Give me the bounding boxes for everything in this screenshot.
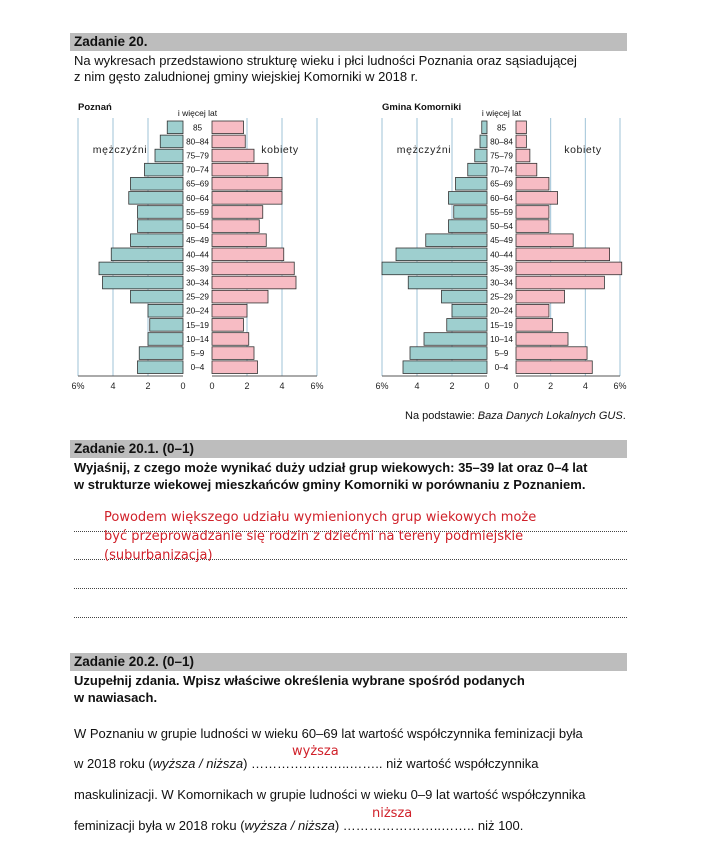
answer-text-line-3[interactable]: (suburbanizacja) xyxy=(104,548,213,563)
age-label: 35–39 xyxy=(186,264,209,274)
age-label: 60–64 xyxy=(490,193,513,203)
tick-label: 0 xyxy=(180,381,186,391)
age-label: 50–54 xyxy=(490,222,513,232)
bar-men-85 xyxy=(167,121,183,134)
bar-women-65-69 xyxy=(212,177,282,190)
task-20-1-heading: Zadanie 20.1. (0–1) xyxy=(70,440,627,458)
age-label: 75–79 xyxy=(490,151,513,161)
bar-men-35-39 xyxy=(99,262,183,275)
bar-women-45-49 xyxy=(212,234,266,247)
bar-men-80-84 xyxy=(160,135,183,148)
bar-men-85 xyxy=(482,121,487,134)
bar-men-20-24 xyxy=(452,304,487,317)
men-label: mężczyźni xyxy=(396,144,452,156)
bar-women-0-4 xyxy=(212,361,258,374)
task-20-1-question-line-2: w strukturze wiekowej mieszkańców gminy Komorniki w porównaniu z Poznaniem. xyxy=(74,477,586,492)
age-label: 30–34 xyxy=(490,278,513,288)
bar-women-40-44 xyxy=(212,248,284,261)
bar-men-5-9 xyxy=(410,347,487,360)
bar-men-20-24 xyxy=(148,304,183,317)
tick-label: 6% xyxy=(613,381,627,391)
bar-women-60-64 xyxy=(212,192,282,205)
tick-label: 2 xyxy=(449,381,455,391)
bar-men-35-39 xyxy=(382,262,487,275)
options-2: wyższa / niższa xyxy=(244,818,335,833)
tick-label: 4 xyxy=(110,381,116,391)
bar-men-50-54 xyxy=(138,220,184,233)
bar-women-15-19 xyxy=(516,319,552,332)
gap-answer-1[interactable]: wyższa xyxy=(292,744,339,759)
bar-women-25-29 xyxy=(212,290,268,303)
tick-label: 2 xyxy=(244,381,250,391)
sentence-line-4 xyxy=(74,817,523,834)
bar-women-10-14 xyxy=(516,333,568,346)
bar-men-15-19 xyxy=(150,319,183,332)
age-label: 15–19 xyxy=(490,320,513,330)
pyramid-poznan xyxy=(71,102,323,391)
task-20-1-question-line-1: Wyjaśnij, z czego może wynikać duży udział grup wiekowych: 35–39 lat oraz 0–4 lat xyxy=(74,460,588,475)
age-label: 20–24 xyxy=(186,306,209,316)
tick-label: 2 xyxy=(548,381,554,391)
bar-women-20-24 xyxy=(212,304,247,317)
task-20-heading: Zadanie 20. xyxy=(70,33,627,51)
bar-men-25-29 xyxy=(442,290,488,303)
age-label: 25–29 xyxy=(490,292,513,302)
age-label: 45–49 xyxy=(186,236,209,246)
source-name: Baza Danych Lokalnych GUS xyxy=(477,410,623,422)
options-1: wyższa / niższa xyxy=(152,756,244,771)
bar-women-5-9 xyxy=(516,347,587,360)
task-20-2-instruction-line-1: Uzupełnij zdania. Wpisz właściwe określenia wybrane spośród podanych xyxy=(74,673,525,688)
bar-women-75-79 xyxy=(212,149,254,162)
chart-title: Gmina Komorniki xyxy=(382,102,462,113)
sentence-4-start: feminizacji była w 2018 roku ( xyxy=(74,818,245,833)
age-label: 85 xyxy=(496,123,507,133)
answer-text-line-1[interactable]: Powodem większego udziału wymienionych grup wiekowych może xyxy=(104,510,537,525)
bar-women-75-79 xyxy=(516,149,530,162)
age-label: 55–59 xyxy=(490,207,513,217)
bar-women-0-4 xyxy=(516,361,592,374)
bar-men-80-84 xyxy=(480,135,487,148)
age-label: 40–44 xyxy=(490,250,513,260)
bar-women-85 xyxy=(516,121,526,134)
women-label: kobiety xyxy=(261,144,299,156)
bar-men-55-59 xyxy=(138,206,184,219)
bar-men-10-14 xyxy=(424,333,487,346)
bar-men-50-54 xyxy=(449,220,488,233)
tick-label: 2 xyxy=(145,381,151,391)
age-label: 80–84 xyxy=(186,137,209,147)
age-label: 25–29 xyxy=(186,292,209,302)
bar-women-80-84 xyxy=(212,135,245,148)
bar-men-25-29 xyxy=(131,290,184,303)
age-label: 0–4 xyxy=(494,363,509,373)
bar-women-70-74 xyxy=(516,163,537,176)
age-label: 50–54 xyxy=(186,222,209,232)
answer-line-4 xyxy=(74,617,627,618)
bar-women-55-59 xyxy=(516,206,549,219)
bar-women-30-34 xyxy=(516,276,604,289)
age-label: 65–69 xyxy=(490,179,513,189)
sentence-2-end: ) …………………..…….. niż wartość współczynnika xyxy=(243,756,539,771)
age-label: 40–44 xyxy=(186,250,209,260)
pyramid-komorniki xyxy=(375,102,626,391)
sentence-4-end: ) …………………..…….. niż 100. xyxy=(334,818,524,833)
bar-women-80-84 xyxy=(516,135,526,148)
age-label: 10–14 xyxy=(490,334,513,344)
task-20-intro-line-1: Na wykresach przedstawiono strukturę wieku i płci ludności Poznania oraz sąsiadującej xyxy=(74,53,577,68)
age-label: 60–64 xyxy=(186,193,209,203)
tick-label: 4 xyxy=(279,381,285,391)
tick-label: 0 xyxy=(209,381,215,391)
bar-women-70-74 xyxy=(212,163,268,176)
bar-men-75-79 xyxy=(155,149,183,162)
age-label: 80–84 xyxy=(490,137,513,147)
task-20-intro-line-2: z nim gęsto zaludnionej gminy wiejskiej Komorniki w 2018 r. xyxy=(74,69,418,84)
bar-men-40-44 xyxy=(396,248,487,261)
bar-women-40-44 xyxy=(516,248,610,261)
task-20-2-heading: Zadanie 20.2. (0–1) xyxy=(70,653,627,671)
bar-women-20-24 xyxy=(516,304,549,317)
bar-women-35-39 xyxy=(516,262,622,275)
bar-men-45-49 xyxy=(426,234,487,247)
bar-men-70-74 xyxy=(468,163,487,176)
sentence-line-1: W Poznaniu w grupie ludności w wieku 60–69 lat wartość współczynnika feminizacji była xyxy=(74,726,583,741)
age-label: 5–9 xyxy=(190,349,205,359)
population-pyramids xyxy=(0,98,705,398)
bar-women-5-9 xyxy=(212,347,254,360)
bar-women-35-39 xyxy=(212,262,294,275)
bar-men-75-79 xyxy=(475,149,487,162)
women-label: kobiety xyxy=(564,144,602,156)
top-label: i więcej lat xyxy=(177,108,218,118)
bar-women-45-49 xyxy=(516,234,573,247)
tick-label: 4 xyxy=(414,381,420,391)
age-label: 5–9 xyxy=(494,349,509,359)
tick-label: 6% xyxy=(310,381,324,391)
bar-women-30-34 xyxy=(212,276,296,289)
bar-men-45-49 xyxy=(131,234,184,247)
source-note xyxy=(405,410,626,422)
age-label: 70–74 xyxy=(490,165,513,175)
age-label: 75–79 xyxy=(186,151,209,161)
answer-text-line-2[interactable]: być przeprowadzanie się rodzin z dziećmi na tereny podmiejskie xyxy=(104,529,524,544)
age-label: 55–59 xyxy=(186,207,209,217)
tick-label: 4 xyxy=(582,381,588,391)
bar-men-70-74 xyxy=(145,163,184,176)
bar-men-10-14 xyxy=(148,333,183,346)
tick-label: 0 xyxy=(513,381,519,391)
bar-women-55-59 xyxy=(212,206,263,219)
bar-women-50-54 xyxy=(516,220,549,233)
bar-men-30-34 xyxy=(408,276,487,289)
age-label: 20–24 xyxy=(490,306,513,316)
task-20-2-instruction-line-2: w nawiasach. xyxy=(74,690,158,705)
tick-label: 6% xyxy=(71,381,85,391)
age-label: 15–19 xyxy=(186,320,209,330)
age-label: 35–39 xyxy=(490,264,513,274)
age-label: 0–4 xyxy=(190,363,205,373)
top-label: i więcej lat xyxy=(481,108,522,118)
bar-men-5-9 xyxy=(139,347,183,360)
bar-women-60-64 xyxy=(516,192,558,205)
tick-label: 0 xyxy=(484,381,490,391)
sentence-2-start: w 2018 roku ( xyxy=(74,756,153,771)
age-label: 10–14 xyxy=(186,334,209,344)
bar-men-65-69 xyxy=(131,177,184,190)
age-label: 65–69 xyxy=(186,179,209,189)
bar-women-15-19 xyxy=(212,319,244,332)
bar-women-10-14 xyxy=(212,333,249,346)
age-label: 85 xyxy=(192,123,203,133)
bar-men-30-34 xyxy=(103,276,184,289)
bar-women-85 xyxy=(212,121,244,134)
bar-men-55-59 xyxy=(454,206,487,219)
men-label: mężczyźni xyxy=(92,144,148,156)
age-label: 45–49 xyxy=(490,236,513,246)
tick-label: 6% xyxy=(375,381,389,391)
bar-men-0-4 xyxy=(138,361,184,374)
bar-men-60-64 xyxy=(129,192,183,205)
bar-women-25-29 xyxy=(516,290,565,303)
bar-men-40-44 xyxy=(111,248,183,261)
chart-title: Poznań xyxy=(78,102,112,113)
age-label: 70–74 xyxy=(186,165,209,175)
age-label: 30–34 xyxy=(186,278,209,288)
bar-women-65-69 xyxy=(516,177,549,190)
bar-men-15-19 xyxy=(447,319,487,332)
bar-men-60-64 xyxy=(449,192,488,205)
answer-line-3 xyxy=(74,588,627,589)
gap-answer-2[interactable]: niższa xyxy=(372,806,413,821)
source-suffix: . xyxy=(622,410,626,422)
bar-women-50-54 xyxy=(212,220,259,233)
source-prefix: Na podstawie: xyxy=(405,410,478,422)
bar-men-0-4 xyxy=(403,361,487,374)
sentence-line-3: maskulinizacji. W Komornikach w grupie ludności w wieku 0–9 lat wartość współczynnika xyxy=(74,787,586,802)
bar-men-65-69 xyxy=(456,177,488,190)
